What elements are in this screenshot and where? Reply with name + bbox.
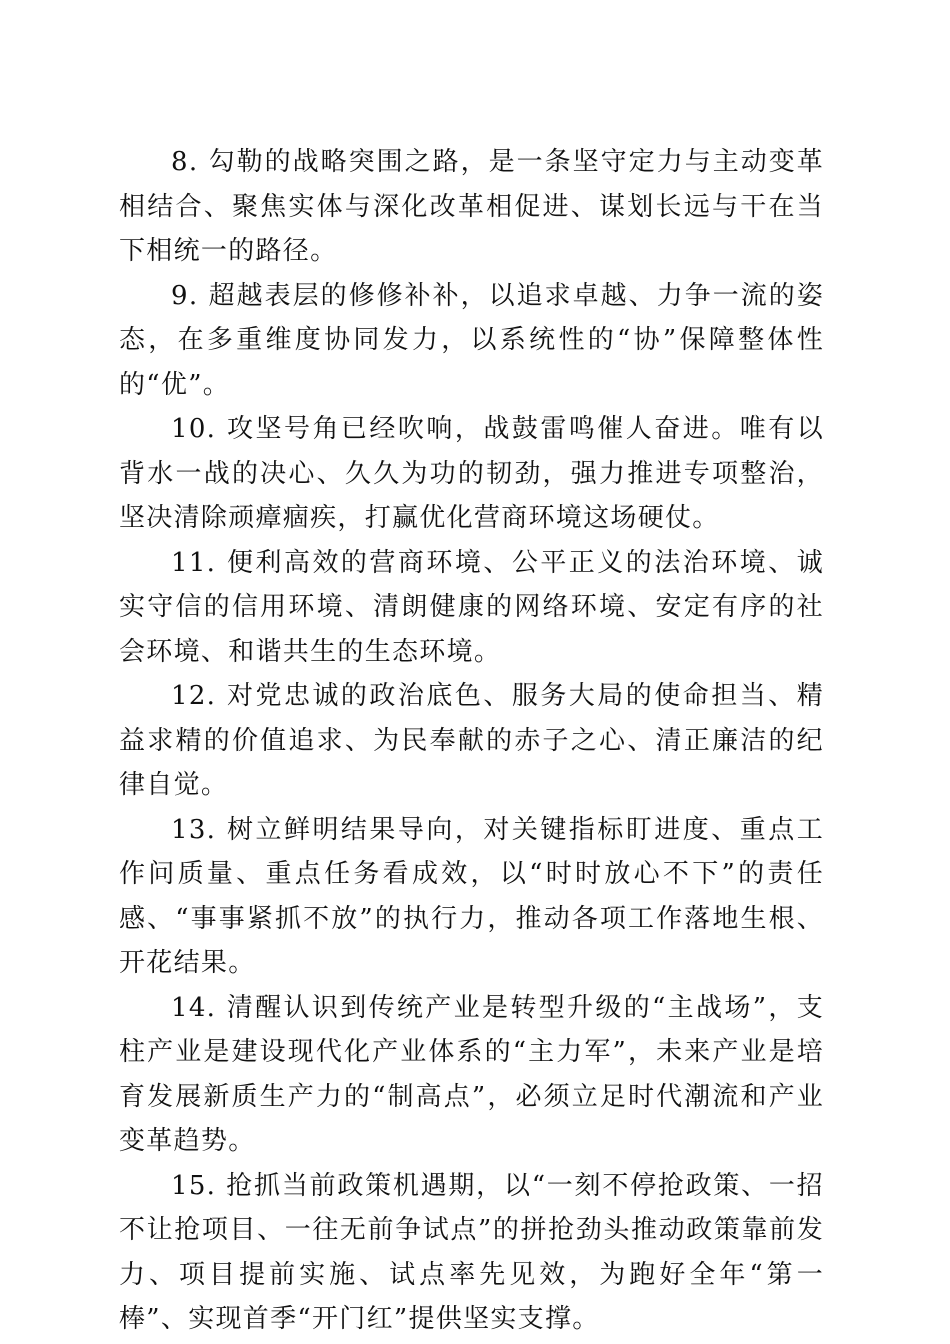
- document-page: [119, 140, 824, 1342]
- paragraph-8: 8. 勾勒的战略突围之路，是一条坚守定力与主动变革相结合、聚焦实体与深化改革相促进、谋划长远与干在当下相统一的路径。: [119, 147, 824, 266]
- paragraph-13: 13. 树立鲜明结果导向，对关键指标盯进度、重点工作问质量、重点任务看成效，以“时时放心不下”的责任感、“事事紧抓不放”的执行力，推动各项工作落地生根、开花结果。: [119, 814, 824, 978]
- paragraph-14: 14. 清醒认识到传统产业是转型升级的“主战场”，支柱产业是建设现代化产业体系的“主力军”，未来产业是培育发展新质生产力的“制高点”，必须立足时代潮流和产业变革趋势。: [119, 992, 824, 1156]
- paragraph-10: 10. 攻坚号角已经吹响，战鼓雷鸣催人奋进。唯有以背水一战的决心、久久为功的韧劲，强力推进专项整治，坚决清除顽瘴痼疾，打赢优化营商环境这场硬仗。: [119, 414, 824, 533]
- paragraph-9: 9. 超越表层的修修补补，以追求卓越、力争一流的姿态，在多重维度协同发力，以系统性的“协”保障整体性的“优”。: [119, 280, 824, 400]
- paragraph-15: 15. 抢抓当前政策机遇期，以“一刻不停抢政策、一招不让抢项目、一往无前争试点”的拼抢劲头推动政策靠前发力、项目提前实施、试点率先见效，为跑好全年“第一棒”、实现首季“开门红”提供坚实支撑。: [119, 1170, 824, 1334]
- paragraph-11: 11. 便利高效的营商环境、公平正义的法治环境、诚实守信的信用环境、清朗健康的网络环境、安定有序的社会环境、和谐共生的生态环境。: [119, 547, 824, 667]
- paragraph-12: 12. 对党忠诚的政治底色、服务大局的使命担当、精益求精的价值追求、为民奉献的赤子之心、清正廉洁的纪律自觉。: [119, 681, 824, 800]
